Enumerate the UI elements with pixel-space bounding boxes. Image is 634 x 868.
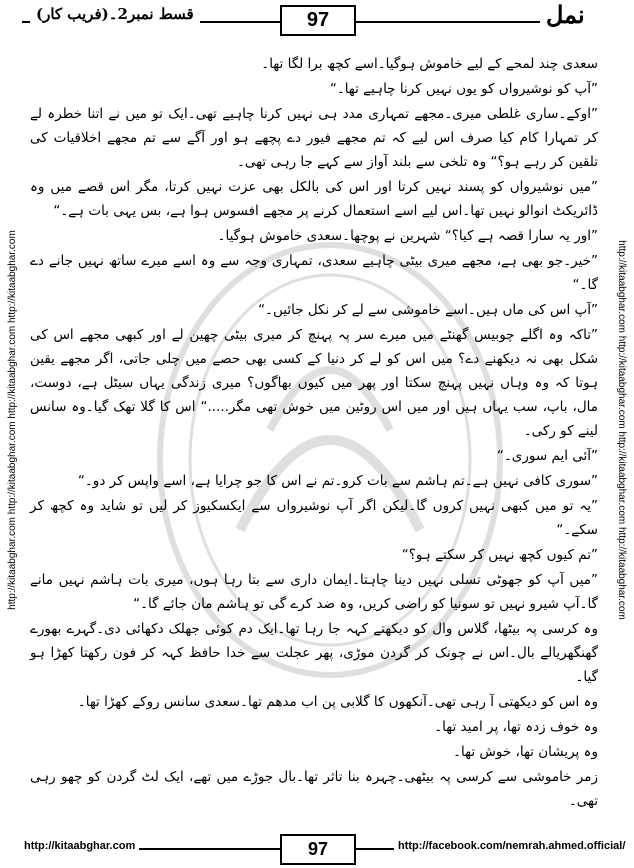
- side-url-left[interactable]: http://kitaabghar.com http://kitaabghar.com http://kitaabghar.com http://kitaabghar.com: [7, 230, 18, 610]
- paragraph: وہ کرسی پہ بیٹھا، گلاس وال کو دیکھتے کہہ جا رہا تھا۔ایک دم کوئی جھلک دکھائی دی۔گہرے بھورے گھنگھریالے بال۔اس نے چونک کر گردن موڑی، پھر عجلت سے خدا حافظ کہہ کر فون رکھتا کھڑا ہو گیا۔: [30, 621, 598, 685]
- paragraph: ”آپ اس کی ماں ہیں۔اسے خاموشی سے لے کر نکل جائیں۔“: [258, 302, 598, 318]
- footer-page-number: 97: [280, 834, 356, 865]
- paragraph: ”خیر۔جو بھی ہے، مجھے میری بیٹی چاہیے سعدی، تمہاری وجہ سے وہ اسے میرے ساتھ نہیں جانے دے گا۔“: [30, 253, 598, 293]
- paragraph: سعدی چند لمحے کے لیے خاموش ہوگیا۔اسے کچھ برا لگا تھا۔: [261, 56, 598, 72]
- story-text: [30, 52, 598, 809]
- paragraph: وہ خوف زدہ تھا، پر امید تھا۔: [434, 719, 598, 735]
- paragraph: ”آپ کو نوشیرواں کو یوں نہیں کرنا چاہیے تھا۔“: [329, 81, 598, 97]
- magazine-logo: نمل: [540, 0, 591, 29]
- header-page-number: 97: [280, 5, 356, 36]
- paragraph: وہ پریشان تھا، خوش تھا۔: [453, 744, 598, 760]
- paragraph: ”میں آپ کو جھوٹی تسلی نہیں دینا چاہتا۔ایمان داری سے بتا رہا ہوں، میری بات ہاشم نہیں مانے گا۔آپ شیرو نہیں تو سونیا کو راضی کریں، وہ ضد کرے گی تو ہاشم مان جائے گا۔“: [30, 572, 598, 612]
- paragraph: ”میں نوشیرواں کو پسند نہیں کرتا اور اس کی بالکل بھی عزت نہیں کرتا، مگر اس قصے میں وہ ڈائریکٹ انوالو نہیں تھا۔اس لیے اسے استعمال کرنے پر مجھے افسوس ہوا ہے، بس یہی بات ہے۔“: [30, 179, 598, 219]
- paragraph: ”تاکہ وہ اگلے چوبیس گھنٹے میں میرے سر پہ پہنچ کر میری بیٹی چھین لے اور کبھی مجھے اس کی شکل بھی نہ دیکھنے دے؟ میں اس کو لے کر دنیا کے کسی بھی حصے میں چلی جاتی، اگر مجھے یقین ہوتا کہ وہ وہاں نہیں پہنچ سکتا اور پھر میں کیوں بھاگوں؟ میری زندگی یہاں سیٹل ہے، دوست، مال، باپ، سب یہاں ہیں اور میں اس روٹین میں خوش تھی مگر.....“ اس کا گلا تھک گیا۔وہ سانس لینے کو رکی۔: [30, 327, 598, 439]
- paragraph: ”اور یہ سارا قصہ ہے کیا؟“ شہرین نے پوچھا۔سعدی خاموش ہوگیا۔: [217, 228, 598, 244]
- page-header: [0, 0, 634, 40]
- footer-facebook-link[interactable]: http://facebook.com/nemrah.ahmed.official/: [394, 840, 629, 852]
- paragraph: ”اوکے۔ساری غلطی میری۔مجھے تمہاری مدد ہی نہیں کرنا چاہیے تھی۔ایک تو میں نے اتنا خطرہ لے کر تمہارا کام کیا صرف اس لیے کہ تم مجھے فیور دے پچھے ہو اور آگے سے تم مجھے اخلاقیات کی تلقین کر رہے ہو؟“ وہ تلخی سے بلند آواز سے کہے جا رہی تھی۔: [30, 106, 598, 170]
- episode-title: قسط نمبر2۔(فریب کار): [30, 5, 200, 23]
- paragraph: ”آئی ایم سوری۔“: [496, 448, 598, 464]
- paragraph: ”تم کیوں کچھ نہیں کر سکتے ہو؟“: [401, 547, 598, 563]
- paragraph: وہ اس کو دیکھتی آ رہی تھی۔آنکھوں کا گلابی پن اب مدھم تھا۔سعدی سانس روکے کھڑا تھا۔: [77, 694, 598, 710]
- paragraph: ”یہ تو میں کبھی نہیں کروں گا۔لیکن اگر آپ نوشیرواں سے ایکسکیوز کر لیں تو شاید وہ کچھ کر سکے۔“: [30, 498, 598, 538]
- page-footer: [0, 832, 634, 868]
- paragraph: ”سوری کافی نہیں ہے۔تم ہاشم سے بات کرو۔تم نے اس کا جو چرایا ہے، اسے واپس کر دو۔“: [77, 473, 598, 489]
- paragraph: زمر خاموشی سے کرسی پہ بیٹھی۔چہرہ بنا تاثر تھا۔بال جوڑے میں تھے، ایک لٹ گردن کو چھو رہی تھی۔: [30, 769, 598, 809]
- footer-site-link[interactable]: http://kitaabghar.com: [20, 840, 139, 852]
- side-url-right[interactable]: http://kitaabghar.com http://kitaabghar.com http://kitaabghar.com http://kitaabghar.com: [616, 240, 627, 620]
